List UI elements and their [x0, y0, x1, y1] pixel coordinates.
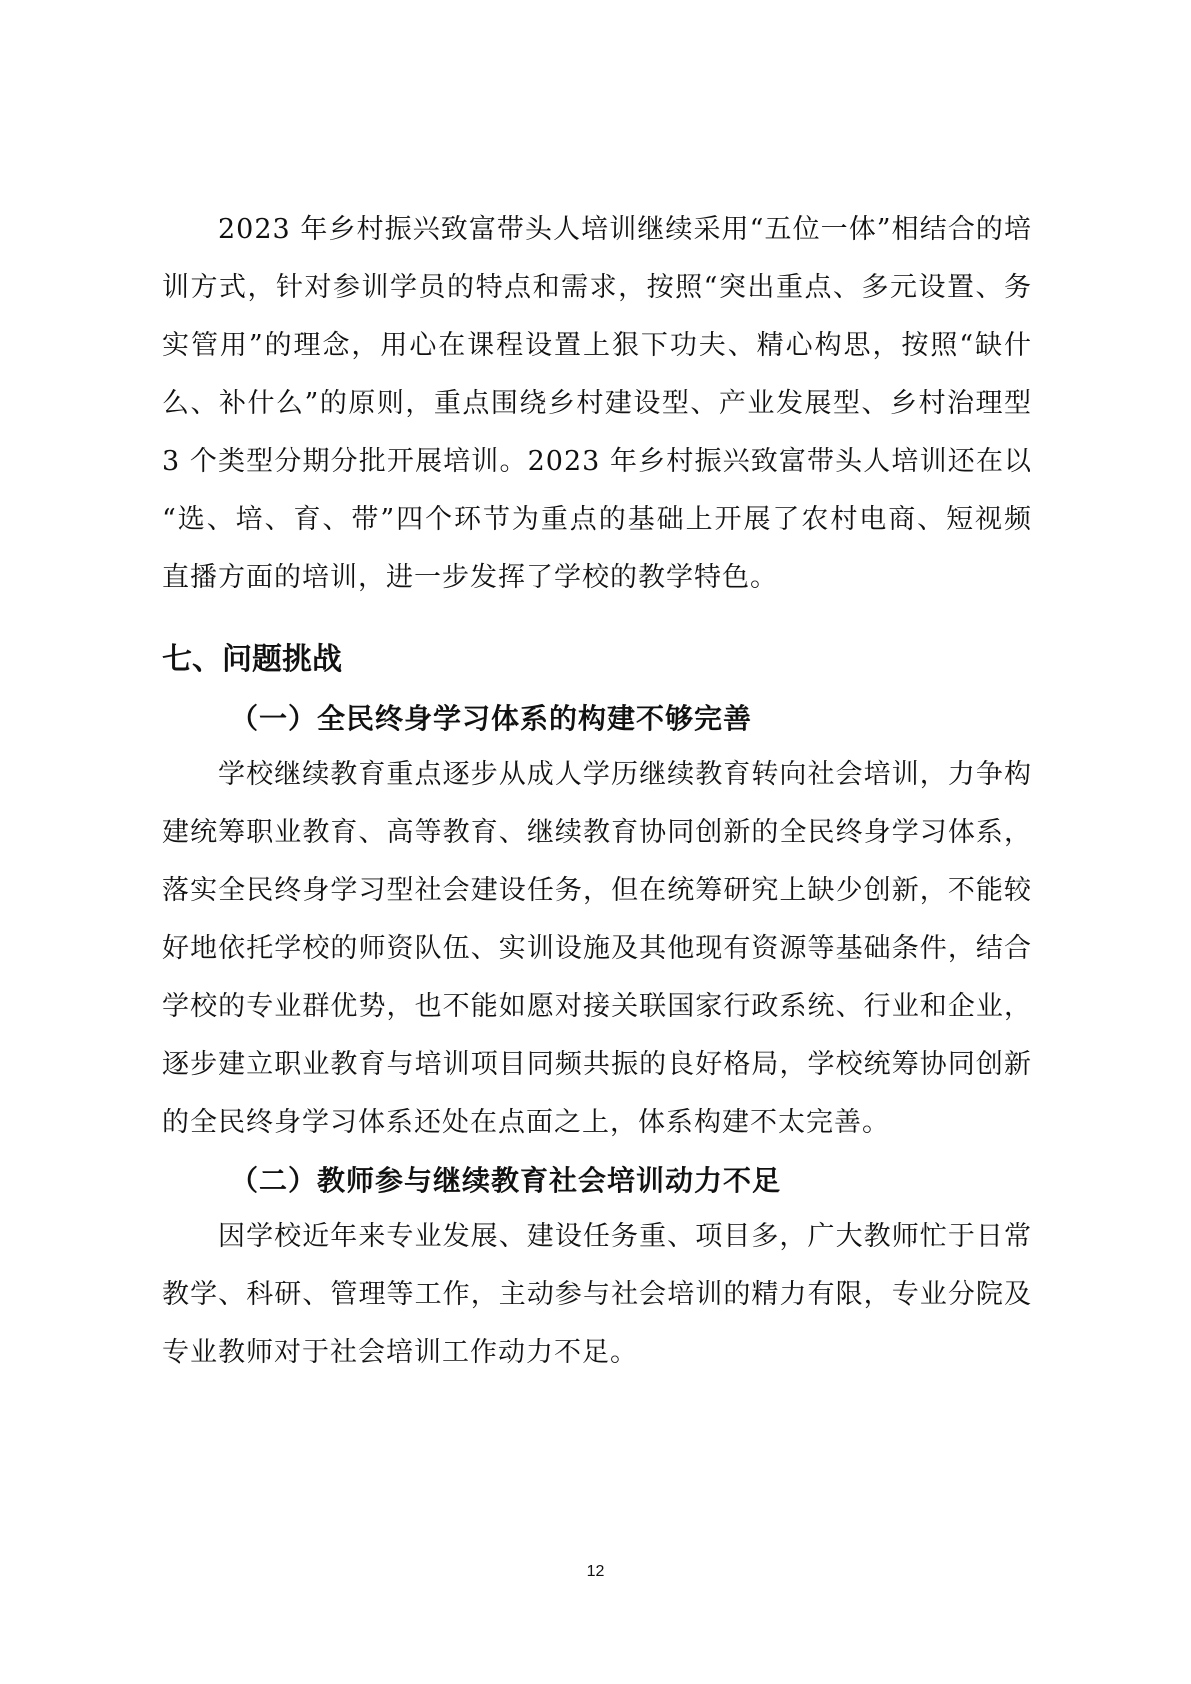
paragraph-line: 实管用”的理念，用心在课程设置上狠下功夫、精心构思，按照“缺什	[162, 330, 1032, 361]
section-heading: 七、问题挑战	[162, 642, 342, 677]
subsection-heading: （二）教师参与继续教育社会培训动力不足	[230, 1164, 782, 1197]
paragraph-line: 训方式，针对参训学员的特点和需求，按照“突出重点、多元设置、务	[162, 272, 1032, 303]
paragraph-line: 专业教师对于社会培训工作动力不足。	[162, 1337, 638, 1368]
paragraph-line: “选、培、育、带”四个环节为重点的基础上开展了农村电商、短视频	[162, 504, 1032, 535]
paragraph-line: 落实全民终身学习型社会建设任务，但在统筹研究上缺少创新，不能较	[162, 875, 1032, 906]
paragraph-line: 么、补什么”的原则，重点围绕乡村建设型、产业发展型、乡村治理型	[162, 388, 1032, 419]
paragraph-line: 好地依托学校的师资队伍、实训设施及其他现有资源等基础条件，结合	[162, 933, 1032, 964]
page-number: 12	[586, 1563, 605, 1580]
paragraph-line: 学校的专业群优势，也不能如愿对接关联国家行政系统、行业和企业，	[162, 991, 1032, 1022]
paragraph-line: 2023 年乡村振兴致富带头人培训继续采用“五位一体”相结合的培	[218, 214, 1032, 245]
paragraph-line: 直播方面的培训，进一步发挥了学校的教学特色。	[162, 562, 778, 593]
paragraph-line: 因学校近年来专业发展、建设任务重、项目多，广大教师忙于日常	[218, 1221, 1032, 1252]
subsection-heading: （一）全民终身学习体系的构建不够完善	[230, 702, 753, 735]
paragraph-line: 的全民终身学习体系还处在点面之上，体系构建不太完善。	[162, 1107, 890, 1138]
paragraph-line: 建统筹职业教育、高等教育、继续教育协同创新的全民终身学习体系，	[162, 817, 1032, 848]
paragraph-line: 教学、科研、管理等工作，主动参与社会培训的精力有限，专业分院及	[162, 1279, 1032, 1310]
paragraph-line: 逐步建立职业教育与培训项目同频共振的良好格局，学校统筹协同创新	[162, 1049, 1032, 1080]
paragraph-line: 3 个类型分期分批开展培训。2023 年乡村振兴致富带头人培训还在以	[162, 446, 1032, 477]
paragraph-line: 学校继续教育重点逐步从成人学历继续教育转向社会培训，力争构	[218, 759, 1032, 790]
